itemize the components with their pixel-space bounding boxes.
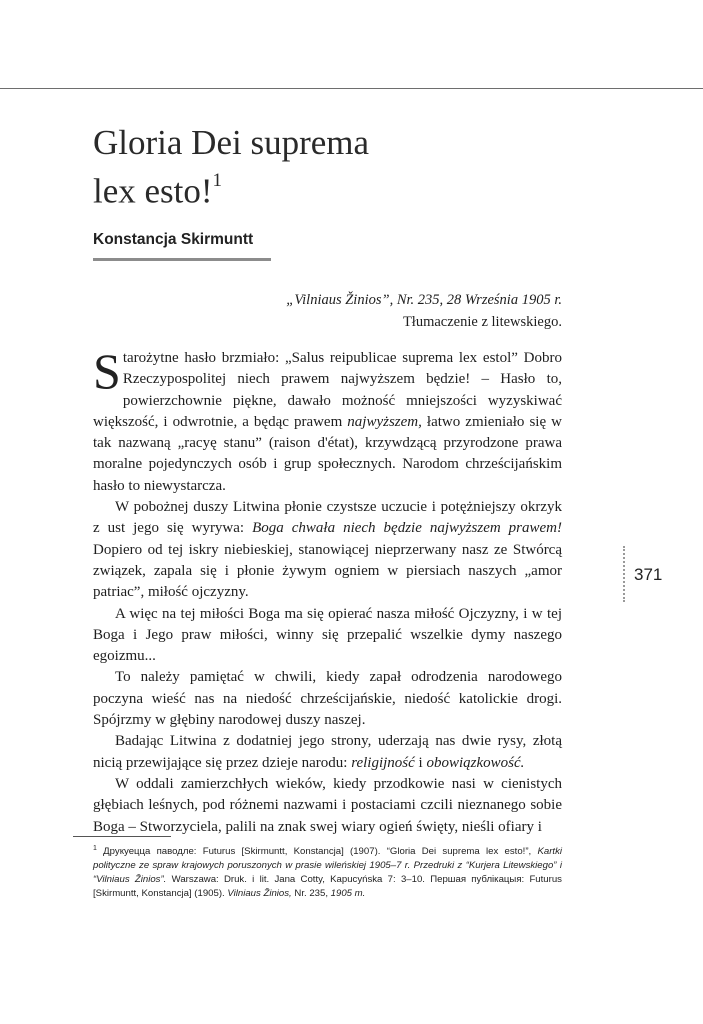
paragraph-1 xyxy=(93,343,562,497)
footnote-text-a: Друкуецца паводле: Futurus [Skirmuntt, Konstancja] (1907). “Gloria Dei suprema lex esto!”, xyxy=(96,846,538,858)
footnote xyxy=(93,842,562,901)
paragraph-2-emphasis: Boga chwała niech będzie najwyższem prawem! xyxy=(252,520,562,537)
paragraph-1-text-a: tarożytne hasło brzmiało: „Salus reipublicae suprema lex estol” Dobro Rzeczypospolitej niech prawem najwyższem będzie! – Hasło to, powierzchownie piękne, dawało możność mniejszości wyzyskiwać większość, i odwrotnie, a będąc prawem xyxy=(93,350,562,430)
article-body xyxy=(93,343,562,838)
title-line-1: Gloria Dei suprema xyxy=(93,123,370,162)
drop-cap: S xyxy=(93,343,121,399)
paragraph-2-text-a: W pobożnej duszy Litwina płonie czystsze uczucie i potężniejszy okrzyk z ust jego się wyrywa: xyxy=(93,499,562,537)
page-number-dots xyxy=(623,546,625,602)
paragraph-1-text-b: łatwo zmieniało się w tak nazwaną „racyę stanu” (raison d'état), krzywdzącą przyrodzone prawa moralne pojedynczych osób i grup społecznych. Narodom chrześcijańskim hasło to niewystarcza. xyxy=(93,413,562,494)
title-footnote-mark[interactable]: 1 xyxy=(212,170,223,191)
paragraph-5 xyxy=(93,731,562,774)
footnote-mark: 1 xyxy=(93,845,97,852)
page-number: 371 xyxy=(634,565,663,584)
paragraph-5-text-mid: i xyxy=(414,754,427,771)
footnote-periodical: Vilniaus Žinios, xyxy=(227,888,292,900)
title-line-2: lex esto! xyxy=(93,171,213,211)
paragraph-2-text-b: Dopiero od tej iskry niebieskiej, stanowiącej nieprzerwany nasz ze Stwórcą związek, zapala się i płonie żywym ogniem w piersiach naszych „amor patriac”, miłość ojczyzny. xyxy=(93,541,562,601)
translation-note: Tłumaczenie z litewskiego. xyxy=(402,314,562,330)
footnote-text-b: Warszawa: Druk. i lit. Jana Cotty, Kapucyńska 7: 3–10. Першая публікацыя: Futurus [Skirmuntt, Konstancja] (1905). xyxy=(93,874,562,900)
author-underline xyxy=(93,258,271,261)
paragraph-6: W oddali zamierzchłych wieków, kiedy przodkowie nasi w cienistych głębiach leśnych, pod różnemi nazwami i postaciami czcili nieznanego sobie Boga – Stworzyciela, palili na znak swej wiary ogień święty, nieśli ofiary i xyxy=(93,775,562,835)
paragraph-5-emphasis-2: obowiązkowość. xyxy=(426,754,525,771)
paragraph-2 xyxy=(93,497,562,603)
source-citation: „Vilniaus Žinios”, Nr. 235, 28 Września 1905 r. xyxy=(286,292,562,308)
paragraph-1-emphasis: najwyższem, xyxy=(347,413,422,430)
footnote-rule xyxy=(73,836,171,837)
footnote-book-title: Kartki polityczne ze spraw krajowych poruszonych w prasie wileńskiej 1905–7 r. Przedruki z “Kurjera Litewskiego” i “Vilniaus Žinios”. xyxy=(93,846,562,886)
article-title xyxy=(93,122,369,213)
paragraph-4: To należy pamiętać w chwili, kiedy zapał odrodzenia narodowego poczyna wieść nas na niedość chrześcijańskie, niedość katolickie drogi. Spójrzmy w głębiny narodowej duszy naszej. xyxy=(93,669,562,729)
paragraph-5-text-a: Badając Litwina z dodatniej jego strony, uderzają nas dwie rysy, złotą nicią przewijające się przez dzieje narodu: xyxy=(93,733,562,771)
paragraph-3: A więc na tej miłości Boga ma się opierać nasza miłość Ojczyzny, i w tej Boga i Jego praw miłości, winny się przepalić wszelkie dymy naszego egoizmu... xyxy=(93,605,562,665)
footnote-year: 1905 m. xyxy=(330,888,366,900)
footnote-text-c: Nr. 235, xyxy=(291,888,331,900)
header-rule xyxy=(0,88,703,89)
paragraph-5-emphasis-1: religijność xyxy=(351,754,415,771)
author-name: Konstancja Skirmuntt xyxy=(93,231,254,248)
